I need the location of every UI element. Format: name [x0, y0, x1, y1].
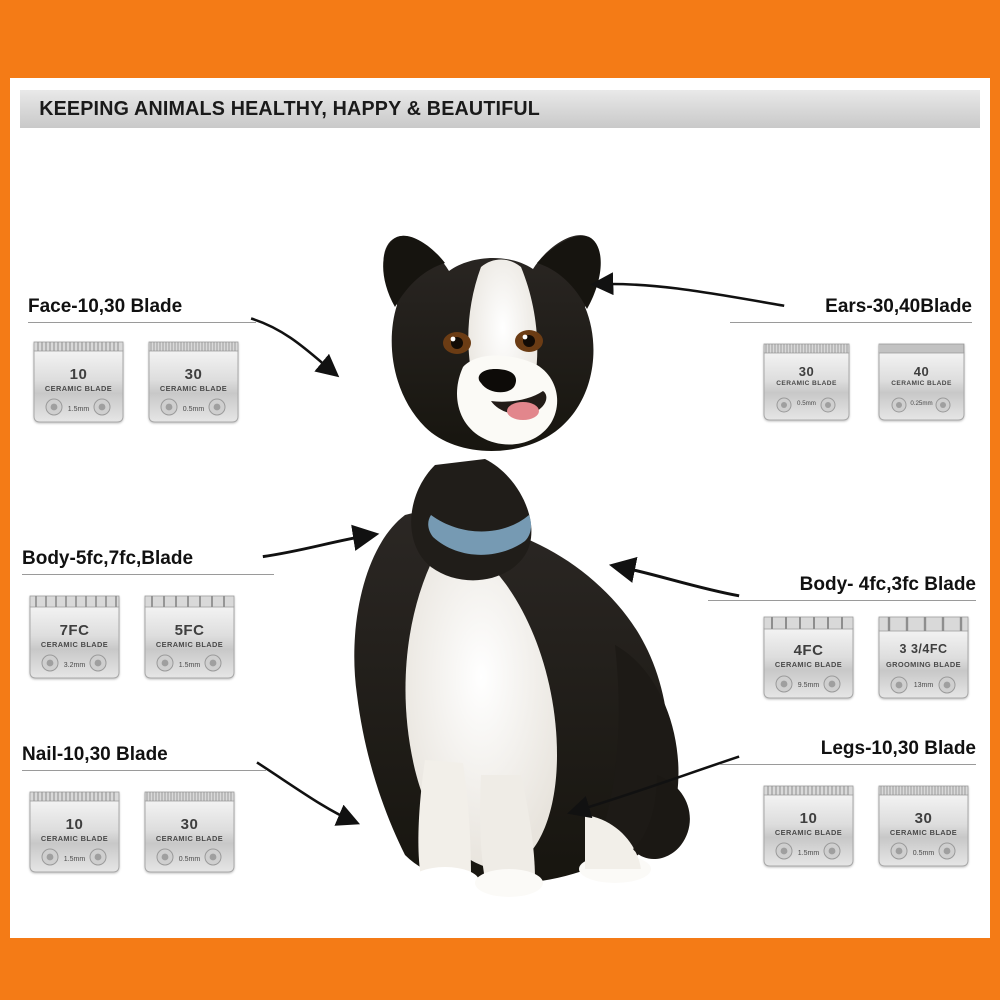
tagline-banner — [20, 90, 980, 128]
callout-label-body-right: Body- 4fc,3fc Blade — [708, 574, 976, 601]
blade-body-5fc — [139, 592, 240, 680]
blade-nail-30 — [139, 786, 240, 874]
blade-size: 9.5mm — [797, 682, 820, 689]
blade-size: 1.5mm — [797, 850, 820, 857]
blade-size: 0.5mm — [912, 850, 935, 857]
blade-legs-30 — [873, 780, 974, 868]
callout-label-face: Face-10,30 Blade — [28, 296, 256, 323]
dog-illustration — [285, 215, 715, 905]
blade-type: CERAMIC BLADE — [774, 660, 843, 669]
blade-face-10 — [28, 336, 129, 424]
top-orange-bar — [10, 0, 990, 78]
blade-nail-10 — [24, 786, 125, 874]
blade-body-7fc — [24, 592, 125, 680]
tagline-text: KEEPING ANIMALS HEALTHY, HAPPY & BEAUTIFUL — [39, 97, 541, 120]
blade-type: CERAMIC BLADE — [159, 384, 228, 393]
blade-group-body-left — [24, 592, 240, 680]
blade-type: CERAMIC BLADE — [891, 380, 952, 387]
blade-ears-40 — [871, 336, 972, 424]
blade-type: GROOMING BLADE — [886, 660, 961, 669]
blade-size: 1.5mm — [63, 856, 86, 863]
blade-size: 0.5mm — [797, 400, 816, 407]
blade-number: 10 — [65, 816, 84, 833]
blade-number: 10 — [799, 810, 818, 827]
blade-body-3-3-4fc — [873, 612, 974, 700]
blade-number: 7FC — [59, 622, 90, 639]
blade-number: 10 — [69, 366, 88, 383]
blade-type: CERAMIC BLADE — [155, 640, 224, 649]
blade-group-ears — [756, 336, 972, 424]
blade-type: CERAMIC BLADE — [40, 834, 109, 843]
blade-size: 3.2mm — [63, 662, 86, 669]
blade-number: 30 — [914, 810, 933, 827]
blade-number: 30 — [798, 364, 815, 379]
dog-photo — [285, 215, 715, 905]
blade-type: CERAMIC BLADE — [774, 828, 843, 837]
blade-number: 4FC — [793, 642, 824, 659]
bottom-orange-bar — [10, 938, 990, 1000]
blade-size: 1.5mm — [178, 662, 201, 669]
blade-group-face — [28, 336, 244, 424]
blade-number: 30 — [184, 366, 203, 383]
blade-size: 13mm — [913, 682, 934, 689]
blade-number: 5FC — [174, 622, 205, 639]
callout-label-legs: Legs-10,30 Blade — [720, 738, 976, 765]
blade-size: 1.5mm — [67, 406, 90, 413]
blade-group-nail — [24, 786, 240, 874]
blade-type: CERAMIC BLADE — [155, 834, 224, 843]
blade-type: CERAMIC BLADE — [40, 640, 109, 649]
blade-ears-30 — [756, 336, 857, 424]
callout-label-ears: Ears-30,40Blade — [730, 296, 972, 323]
blade-type: CERAMIC BLADE — [44, 384, 113, 393]
callout-label-body-left: Body-5fc,7fc,Blade — [22, 548, 274, 575]
blade-group-legs — [758, 780, 974, 868]
callout-label-nail: Nail-10,30 Blade — [22, 744, 266, 771]
blade-number: 30 — [180, 816, 199, 833]
blade-size: 0.5mm — [178, 856, 201, 863]
blade-number: 40 — [913, 364, 930, 379]
blade-size: 0.25mm — [910, 400, 933, 407]
blade-size: 0.5mm — [182, 406, 205, 413]
blade-face-30 — [143, 336, 244, 424]
blade-type: CERAMIC BLADE — [889, 828, 958, 837]
blade-number: 3 3/4FC — [899, 642, 948, 656]
blade-type: CERAMIC BLADE — [776, 380, 837, 387]
blade-legs-10 — [758, 780, 859, 868]
blade-body-4fc — [758, 612, 859, 700]
blade-group-body-right — [758, 612, 974, 700]
